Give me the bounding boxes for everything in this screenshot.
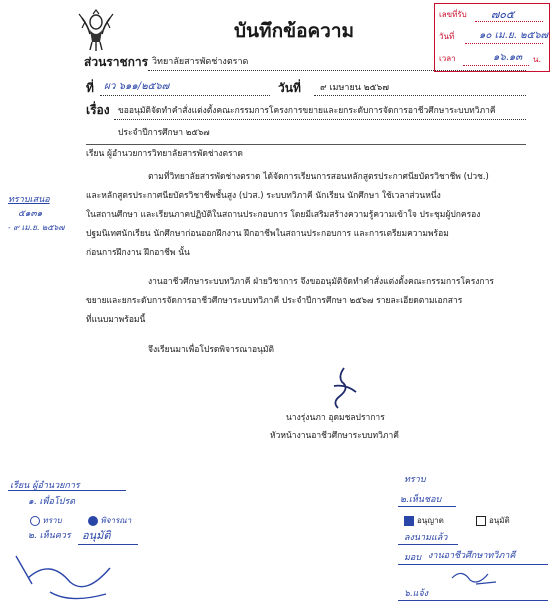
- signature-icon: [316, 366, 366, 410]
- right-box-item3: มอบ: [404, 553, 422, 563]
- signer-name: นางรุ่งนภา อุดมชลปราการ: [286, 413, 385, 423]
- para1-line2: และหลักสูตรประกาศนียบัตรวิชาชีพชั้นสูง (ปวส.) ระบบทวิภาคี นักเรียน นักศึกษา ใช้เวลาส่วนหนึ่ง: [86, 191, 441, 201]
- closing: จึงเรียนมาเพื่อโปรดพิจารณาอนุมัติ: [148, 345, 275, 355]
- left-box-option-acknowledge[interactable]: [30, 514, 62, 527]
- para1-line4: ปฐมนิเทศนักเรียน นักศึกษาก่อนออกฝึกงาน ฝึกอาชีพในสถานประกอบการ และการเตรียมความพร้อม: [86, 229, 449, 239]
- side-note-value: ๕๑๓๑: [18, 209, 43, 219]
- left-box-handwritten: อนุมัติ: [82, 529, 111, 542]
- signer-position: หัวหน้างานอาชีวศึกษาระบบทวิภาคี: [270, 431, 399, 441]
- right-box-option-approve[interactable]: [476, 514, 510, 527]
- left-box-option-acknowledge-label: ทราบ: [42, 516, 62, 525]
- receipt-no-label: เลขที่รับ: [439, 10, 467, 19]
- receipt-time-unit: น.: [533, 55, 542, 64]
- garuda-emblem-icon: [76, 8, 116, 52]
- para1-line1: ตามที่วิทยาลัยสารพัดช่างตราด ได้จัดการเรียนการสอนหลักสูตรประกาศนียบัตรวิชาชีพ (ปวช.): [148, 172, 489, 182]
- right-box-item3-handwritten: งานอาชีวศึกษาทวิภาคี: [428, 551, 516, 561]
- agency-label: ส่วนราชการ: [84, 55, 149, 69]
- left-box-item2: ๒. เห็นควร: [28, 531, 71, 541]
- right-box-item2: ลงนามแล้ว: [404, 533, 448, 543]
- receipt-no-value: ๗๐๕: [491, 8, 515, 21]
- right-box-to: ทราบ: [404, 475, 426, 485]
- memo-title: บันทึกข้อความ: [234, 20, 355, 42]
- para2-line3: ที่แนบมาพร้อมนี้: [86, 315, 146, 325]
- left-box-option-consider-label: พิจารณา: [100, 516, 132, 525]
- para1-line3: ในสถานศึกษา และเรียนภาคปฏิบัติในสถานประกอบการ โดยมีเสริมสร้างความรู้ความเข้าใจ ประชุมผู้ปกครอง: [86, 210, 481, 220]
- side-note-label: ทราบเสนอ: [8, 195, 50, 205]
- left-box-to: เรียน ผู้อำนวยการ: [10, 481, 80, 491]
- right-box-option-allow[interactable]: [404, 514, 444, 527]
- number-label: ที่: [86, 81, 94, 95]
- para1-line5: ก่อนการฝึกงาน ฝึกอาชีพ นั้น: [86, 248, 190, 258]
- right-box-item1: ๒.เห็นชอบ: [400, 495, 442, 505]
- receipt-time-label: เวลา: [439, 54, 456, 63]
- agency-value: วิทยาลัยสารพัดช่างตราด: [152, 57, 249, 67]
- side-note-date: - ๙ เม.ย. ๒๕๖๗: [8, 223, 65, 232]
- number-value: ผว ๖๑๑/๒๕๖๗: [104, 81, 170, 92]
- receipt-stamp: [434, 3, 550, 72]
- salutation: เรียน ผู้อำนวยการวิทยาลัยสารพัดช่างตราด: [86, 149, 243, 159]
- para2-line1: งานอาชีวศึกษาระบบทวิภาคี ฝ่ายวิชาการ จึงขออนุมัติจัดทำคำสั่งแต่งตั้งคณะกรรมการโครงการ: [148, 277, 494, 287]
- receipt-date-value: ๑๐ เม.ย. ๒๕๖๗: [479, 30, 549, 41]
- right-box-scribble: [448, 566, 508, 588]
- subject-label: เรื่อง: [86, 103, 110, 117]
- date-label: วันที่: [278, 81, 301, 95]
- right-box-item4: ๖.แจ้ง: [404, 589, 429, 599]
- right-box-option-approve-label: อนุมัติ: [489, 516, 510, 525]
- right-box-option-allow-label: อนุญาต: [417, 516, 444, 525]
- left-box-option-consider[interactable]: [88, 514, 131, 527]
- subject-line2: ประจำปีการศึกษา ๒๕๖๗: [118, 128, 210, 138]
- receipt-time-value: ๑๖.๑๓: [493, 52, 523, 63]
- subject-line1: ขออนุมัติจัดทำคำสั่งแต่งตั้งคณะกรรมการโครงการขยายและยกระดับการจัดการอาชีวศึกษาระบบทวิภาคี: [118, 106, 496, 116]
- receipt-date-label: วันที่: [439, 32, 455, 41]
- date-value: ๙ เมษายน ๒๕๖๗: [320, 83, 389, 93]
- left-box-item1: ๑. เพื่อโปรด: [28, 497, 76, 507]
- left-box-scribble: [10, 548, 140, 606]
- para2-line2: ขยายและยกระดับการจัดการอาชีวศึกษาระบบทวิภาคี ประจำปีการศึกษา ๒๕๖๗ รายละเอียดตามเอกสาร: [86, 296, 463, 306]
